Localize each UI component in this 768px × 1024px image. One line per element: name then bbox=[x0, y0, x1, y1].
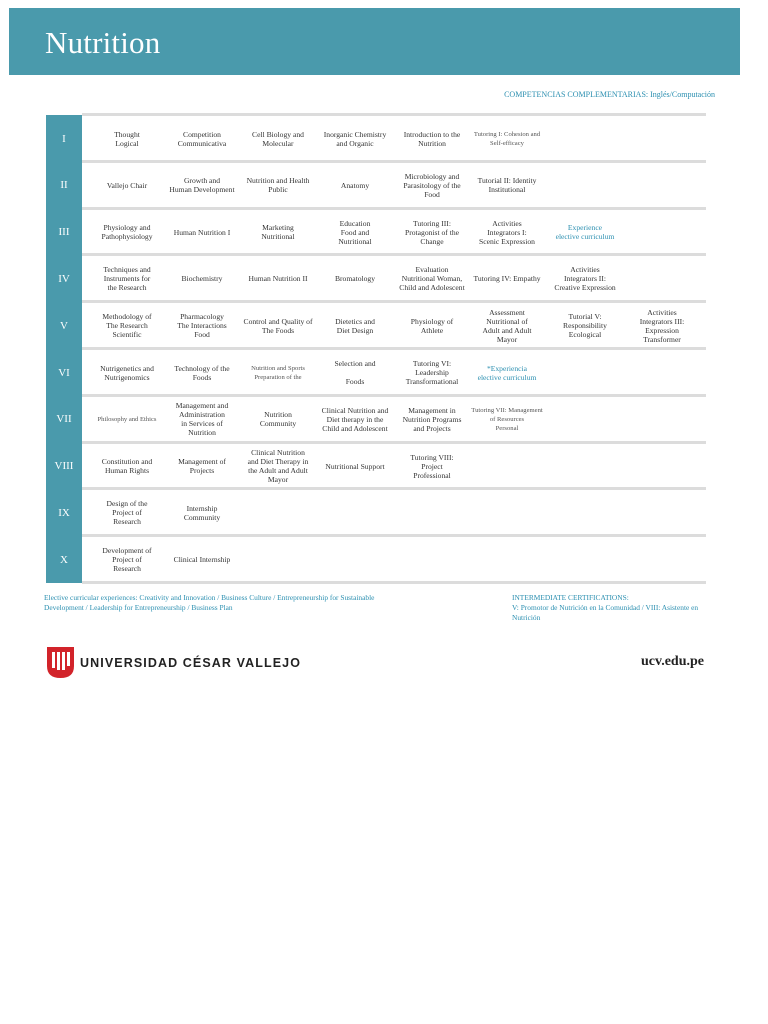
semester-label: III bbox=[58, 226, 70, 239]
course-cell: Biochemistry bbox=[181, 274, 223, 284]
course-cell: Activities Integrators II: Creative Expression bbox=[554, 265, 616, 293]
row-divider bbox=[82, 581, 706, 584]
course-cell: Tutoring VI: Leadership Transformational bbox=[405, 359, 459, 386]
elective-experiences-note: Elective curricular experiences: Creativity and Innovation / Business Culture / Entrepreneurship for Sustainable Development / Leadership for Entrepreneurship / Business Plan bbox=[44, 593, 375, 612]
course-cell: Nutrition Community bbox=[259, 410, 297, 429]
complementary-competencies: COMPETENCIAS COMPLEMENTARIAS: Inglés/Computación bbox=[504, 90, 715, 99]
course-cell: Management of Projects bbox=[178, 457, 226, 476]
course-cell: Nutrigenetics and Nutrigenomics bbox=[100, 363, 154, 382]
semester-label: I bbox=[62, 132, 66, 145]
course-cell: Education Food and Nutritional bbox=[338, 218, 372, 246]
course-cell: Development of Project of Research bbox=[102, 546, 152, 574]
semester-label: VI bbox=[58, 366, 70, 379]
semester-row bbox=[46, 209, 706, 256]
semester-row bbox=[46, 443, 706, 490]
title-banner bbox=[9, 8, 740, 75]
course-cell: Introduction to the Nutrition bbox=[403, 129, 461, 148]
website-link[interactable]: ucv.edu.pe bbox=[640, 654, 704, 669]
row-divider bbox=[82, 394, 706, 397]
row-divider bbox=[82, 113, 706, 116]
course-cell: Design of the Project of Research bbox=[106, 499, 148, 527]
course-cell: Tutoring III: Protagonist of the Change bbox=[405, 218, 459, 246]
course-cell: Marketing Nutritional bbox=[261, 223, 295, 242]
course-cell: Clinical Nutrition and Diet therapy in the Child and Adolescent bbox=[321, 405, 389, 433]
course-cell: Activities Integrators III: Expression Transformer bbox=[639, 307, 685, 344]
course-cell: Control and Quality of The Foods bbox=[243, 316, 313, 335]
course-cell: Tutoring VIII: Project Professional bbox=[410, 452, 454, 480]
row-divider bbox=[82, 441, 706, 444]
course-cell: Thought Logical bbox=[114, 129, 140, 148]
course-cell: Bromatology bbox=[334, 274, 376, 284]
course-cell: Pharmacology The Interactions Food bbox=[177, 312, 227, 340]
semester-row bbox=[46, 255, 706, 302]
row-divider bbox=[82, 300, 706, 303]
row-divider bbox=[82, 160, 706, 163]
course-cell: Tutoring I: Cohesion and Self-efficacy bbox=[473, 130, 541, 147]
semester-row bbox=[46, 396, 706, 443]
course-cell: Inorganic Chemistry and Organic bbox=[323, 129, 387, 148]
course-cell: Human Nutrition II bbox=[248, 274, 308, 284]
semester-label: IX bbox=[58, 506, 70, 519]
semester-label: X bbox=[60, 553, 68, 566]
elective-course-cell: *Experiencia elective curriculum bbox=[477, 363, 537, 382]
ucv-logo-icon bbox=[47, 647, 74, 678]
semester-label: VIII bbox=[54, 460, 74, 473]
course-cell: Technology of the Foods bbox=[174, 363, 230, 382]
semester-label: V bbox=[60, 319, 68, 332]
course-cell: Tutoring VII: Management of Resources Personal bbox=[471, 406, 543, 432]
course-cell: Tutorial V: Responsibility Ecological bbox=[563, 312, 607, 340]
row-divider bbox=[82, 207, 706, 210]
course-cell: Nutrition and Sports Preparation of the bbox=[251, 364, 305, 381]
semester-label: II bbox=[60, 179, 68, 192]
course-cell: Growth and Human Development bbox=[169, 176, 235, 195]
semester-row bbox=[46, 536, 706, 583]
row-divider bbox=[82, 487, 706, 490]
course-cell: Tutoring IV: Empathy bbox=[473, 274, 541, 284]
course-cell: Methodology of The Research Scientific bbox=[102, 312, 152, 340]
course-cell: Management and Administration in Services of Nutrition bbox=[175, 401, 229, 438]
course-cell: Cell Biology and Molecular bbox=[252, 129, 304, 148]
row-divider bbox=[82, 253, 706, 256]
course-cell: Clinical Nutrition and Diet Therapy in the Adult and Adult Mayor bbox=[247, 448, 309, 485]
row-divider bbox=[82, 534, 706, 537]
course-cell: Clinical Internship bbox=[173, 555, 231, 565]
course-cell: Physiology and Pathophysiology bbox=[101, 223, 153, 242]
course-cell: Microbiology and Parasitology of the Food bbox=[403, 171, 461, 199]
semester-label: IV bbox=[58, 272, 70, 285]
course-cell: Human Nutrition I bbox=[173, 227, 231, 237]
semester-row bbox=[46, 302, 706, 349]
course-cell: Dietetics and Diet Design bbox=[335, 316, 375, 335]
course-cell: Evaluation Nutritional Woman, Child and Adolescent bbox=[399, 265, 465, 293]
page-title: Nutrition bbox=[45, 25, 161, 60]
course-cell: Vallejo Chair bbox=[106, 180, 148, 190]
course-cell: Activities Integrators I: Scenic Expression bbox=[479, 218, 535, 246]
semester-row bbox=[46, 162, 706, 209]
course-cell: Management in Nutrition Programs and Projects bbox=[402, 405, 462, 433]
course-cell: Competition Communicativa bbox=[177, 129, 227, 148]
university-logo bbox=[47, 647, 301, 678]
curriculum-grid bbox=[46, 113, 706, 585]
semester-row bbox=[46, 349, 706, 396]
intermediate-certifications-note: INTERMEDIATE CERTIFICATIONS: V: Promotor de Nutrición en la Comunidad / VIII: Asistente en Nutrición bbox=[512, 593, 699, 622]
course-cell: Tutorial II: Identity Institutional bbox=[477, 176, 537, 195]
semester-label: VII bbox=[56, 413, 72, 426]
row-divider bbox=[82, 347, 706, 350]
semester-row bbox=[46, 115, 706, 162]
course-cell: Nutritional Support bbox=[325, 461, 385, 471]
course-cell: Anatomy bbox=[340, 180, 370, 190]
course-cell: Techniques and Instruments for the Research bbox=[103, 265, 151, 293]
course-cell: Philosophy and Ethics bbox=[97, 415, 157, 423]
course-cell: Nutrition and Health Public bbox=[246, 176, 310, 195]
course-cell: Physiology of Athlete bbox=[410, 316, 454, 335]
semester-row bbox=[46, 489, 706, 536]
course-cell: Assessment Nutritional of Adult and Adult Mayor bbox=[482, 307, 532, 344]
course-cell: Selection and Foods bbox=[334, 359, 376, 386]
university-name: UNIVERSIDAD CÉSAR VALLEJO bbox=[80, 655, 302, 670]
elective-course-cell: Experience elective curriculum bbox=[555, 223, 615, 242]
course-cell: Constitution and Human Rights bbox=[101, 457, 153, 476]
course-cell: Internship Community bbox=[183, 503, 221, 522]
